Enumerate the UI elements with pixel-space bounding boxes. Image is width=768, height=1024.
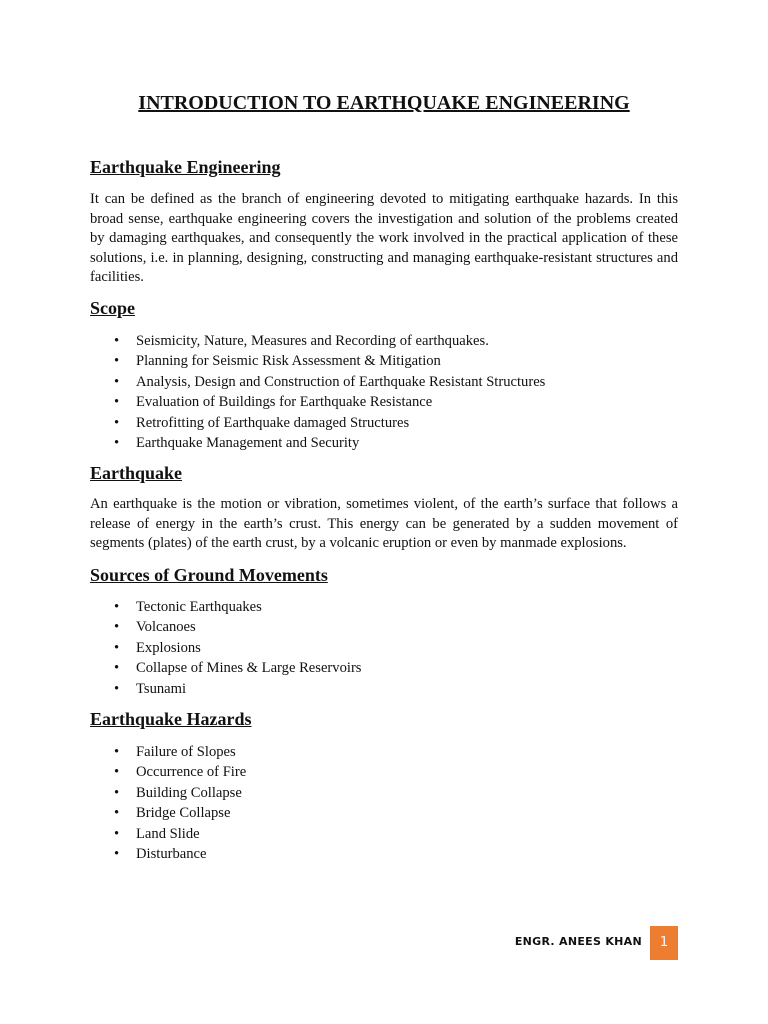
heading-sources: Sources of Ground Movements bbox=[90, 565, 328, 585]
list-item: • Occurrence of Fire bbox=[90, 762, 246, 782]
heading-earthquake: Earthquake bbox=[90, 463, 183, 483]
footer-author: ENGR. ANEES KHAN bbox=[514, 935, 642, 948]
document-title: INTRODUCTION TO EARTHQUAKE ENGINEERING bbox=[138, 92, 630, 114]
paragraph-earthquake-engineering: It can be defined as the branch of engineering devoted to mitigating earthquake hazards. In this broad sense, earthquake engineering covers the investigation and solution of the problems created by damaging earthquakes, and consequently the work involved in the practical application of these solutions, i.e. in planning, designing, constructing and managing earthquake-resistant structures and facilities. bbox=[90, 191, 678, 286]
list-item: • Volcanoes bbox=[90, 617, 361, 637]
list-item: • Tsunami bbox=[90, 679, 361, 699]
heading-earthquake-engineering: Earthquake Engineering bbox=[90, 157, 281, 177]
list-item: • Collapse of Mines & Large Reservoirs bbox=[90, 658, 361, 678]
scope-list bbox=[90, 331, 545, 453]
list-item: • Planning for Seismic Risk Assessment & Mitigation bbox=[90, 351, 545, 371]
hazards-list bbox=[90, 742, 246, 864]
list-item: • Tectonic Earthquakes bbox=[90, 597, 361, 617]
list-item: • Analysis, Design and Construction of Earthquake Resistant Structures bbox=[90, 372, 545, 392]
list-item: • Earthquake Management and Security bbox=[90, 433, 545, 453]
heading-hazards: Earthquake Hazards bbox=[90, 709, 252, 729]
list-item: • Failure of Slopes bbox=[90, 742, 246, 762]
sources-list bbox=[90, 597, 361, 699]
list-item: • Explosions bbox=[90, 638, 361, 658]
list-item: • Retrofitting of Earthquake damaged Structures bbox=[90, 413, 545, 433]
heading-scope: Scope bbox=[90, 298, 135, 318]
list-item: • Evaluation of Buildings for Earthquake Resistance bbox=[90, 392, 545, 412]
list-item: • Disturbance bbox=[90, 844, 246, 864]
list-item: • Seismicity, Nature, Measures and Recording of earthquakes. bbox=[90, 331, 545, 351]
page-number-badge: 1 bbox=[650, 926, 678, 960]
list-item: • Land Slide bbox=[90, 824, 246, 844]
list-item: • Bridge Collapse bbox=[90, 803, 246, 823]
paragraph-earthquake: An earthquake is the motion or vibration, sometimes violent, of the earth’s surface that follows a release of energy in the earth’s crust. This energy can be generated by a sudden movement of segments (plates) of the earth crust, by a volcanic eruption or even by manmade explosions. bbox=[90, 496, 678, 552]
list-item: • Building Collapse bbox=[90, 783, 246, 803]
